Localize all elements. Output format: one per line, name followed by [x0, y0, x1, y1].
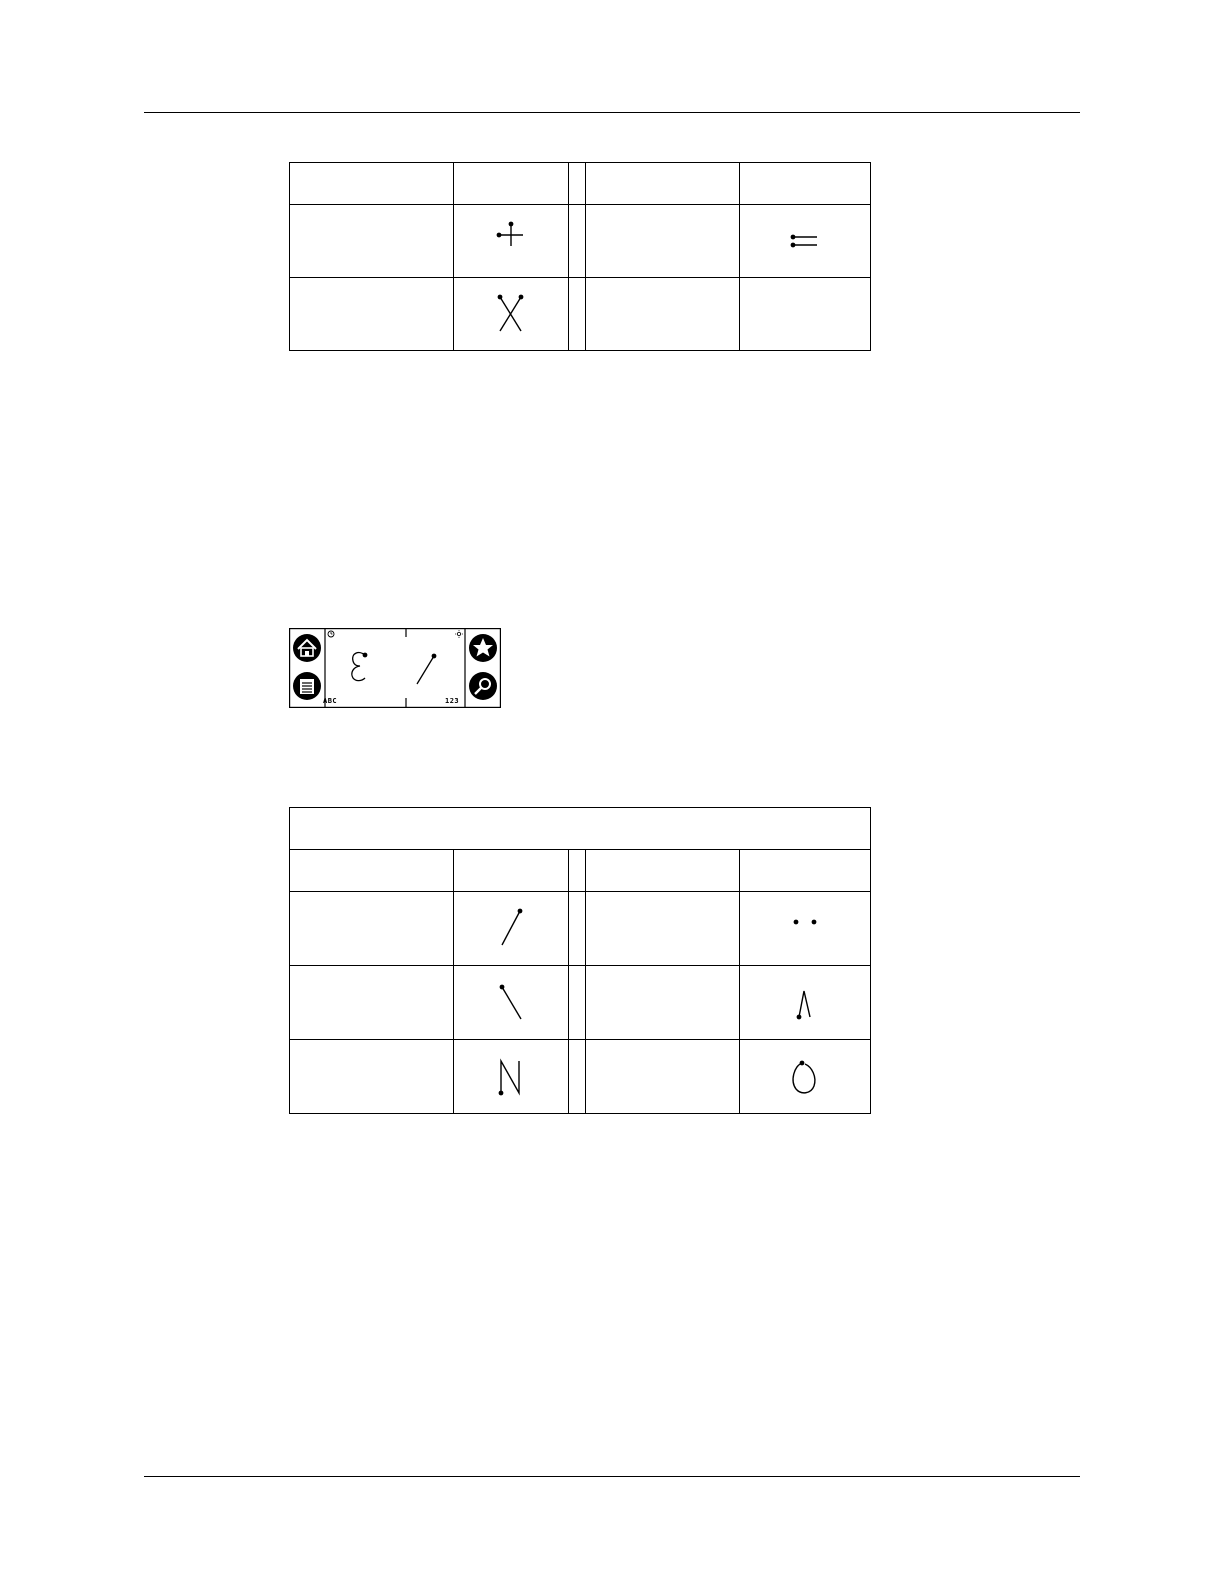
- spacer-cell: [569, 966, 586, 1040]
- header-cell: [454, 850, 569, 892]
- home-icon[interactable]: [293, 634, 321, 662]
- table-header-row: [290, 850, 871, 892]
- spacer-cell: [569, 850, 586, 892]
- x-stroke-icon: [491, 292, 531, 336]
- row-label: [290, 1040, 454, 1114]
- two-dots-stroke-icon: [785, 914, 825, 944]
- spacer-cell: [569, 892, 586, 966]
- table-header-row: [290, 163, 871, 205]
- row-label: [586, 966, 740, 1040]
- stroke-cell: [740, 278, 871, 351]
- row-label: [290, 278, 454, 351]
- header-cell: [290, 163, 454, 205]
- equals-stroke-icon: [785, 226, 825, 256]
- backslash-stroke-icon: [491, 981, 531, 1025]
- row-label: [290, 966, 454, 1040]
- header-rule: [144, 112, 1080, 113]
- stroke-cell: [740, 966, 871, 1040]
- stroke-cell: [454, 966, 569, 1040]
- spacer-cell: [569, 163, 586, 205]
- header-cell: [454, 163, 569, 205]
- spacer-cell: [569, 278, 586, 351]
- row-label: [586, 278, 740, 351]
- stroke-cell: [740, 1040, 871, 1114]
- stroke-table-1: [289, 162, 871, 351]
- plus-stroke-icon: [491, 221, 531, 261]
- row-label: [290, 892, 454, 966]
- header-cell: [586, 163, 740, 205]
- table-row: [290, 278, 871, 351]
- stroke-cell: [740, 205, 871, 278]
- menu-icon[interactable]: [293, 672, 321, 700]
- row-label: [290, 205, 454, 278]
- stroke-cell: [454, 205, 569, 278]
- footer-rule: [144, 1476, 1080, 1477]
- n-stroke-icon: [491, 1055, 531, 1099]
- table-row: [290, 205, 871, 278]
- header-cell: [290, 850, 454, 892]
- table-row: [290, 1040, 871, 1114]
- table-row: [290, 892, 871, 966]
- spacer-cell: [569, 1040, 586, 1114]
- table-caption-row: [290, 808, 871, 850]
- stroke-cell: [454, 278, 569, 351]
- favorite-star-icon[interactable]: [469, 634, 497, 662]
- row-label: [586, 205, 740, 278]
- find-icon[interactable]: [469, 672, 497, 700]
- stroke-cell: [740, 892, 871, 966]
- forward-slash-stroke-icon: [491, 907, 531, 951]
- stroke-table-2: [289, 807, 871, 1114]
- table-row: [290, 966, 871, 1040]
- header-cell: [740, 850, 871, 892]
- stroke-cell: [454, 892, 569, 966]
- row-label: [586, 892, 740, 966]
- table-caption: [290, 808, 871, 850]
- header-cell: [740, 163, 871, 205]
- number-area-label: 123: [445, 697, 460, 705]
- caret-stroke-icon: [785, 981, 825, 1025]
- row-label: [586, 1040, 740, 1114]
- header-cell: [586, 850, 740, 892]
- circle-stroke-icon: [785, 1055, 825, 1099]
- spacer-cell: [569, 205, 586, 278]
- graffiti-writing-area[interactable]: [289, 628, 501, 708]
- letter-area-label: ABC: [323, 697, 338, 705]
- stroke-cell: [454, 1040, 569, 1114]
